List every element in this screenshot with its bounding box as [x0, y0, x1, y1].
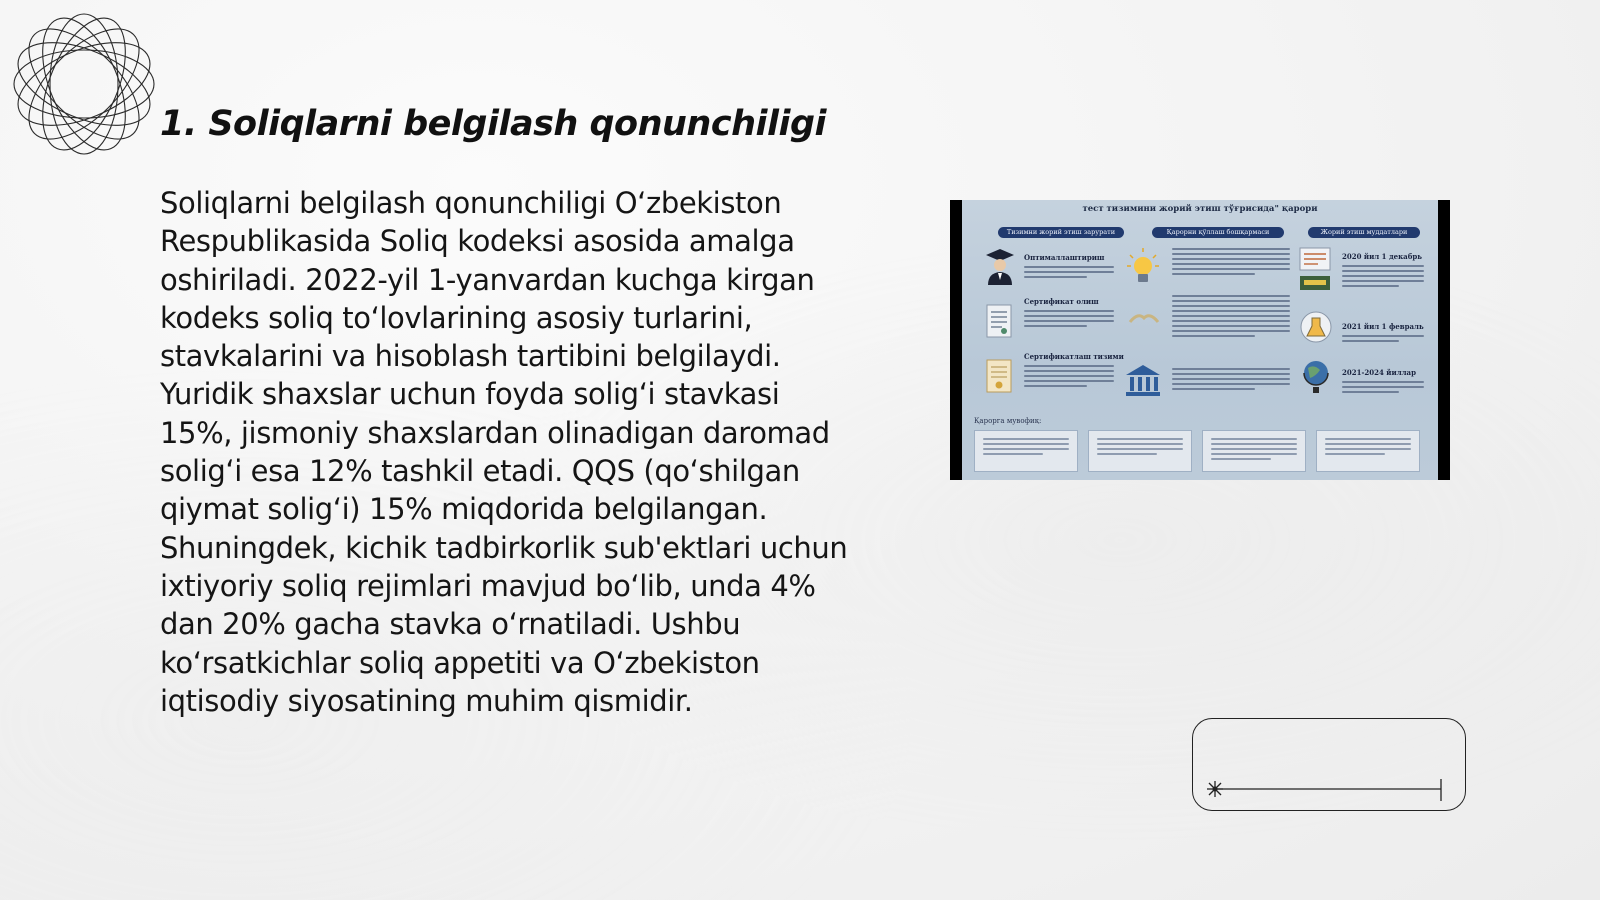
infographic-image	[950, 200, 1450, 480]
infographic-heading: тест тизимини жорий этиш тўғрисида" қарори	[1082, 204, 1318, 214]
sparkle-line-icon	[1193, 719, 1465, 810]
infographic-item-text	[1024, 365, 1114, 390]
infographic-item-text	[1342, 335, 1424, 345]
infographic-item-text	[1172, 248, 1290, 278]
graduate-icon	[984, 247, 1016, 285]
decorative-note-box	[1192, 718, 1466, 811]
document-icon	[984, 303, 1014, 339]
infographic-footer-box	[1316, 430, 1420, 472]
spirograph-ornament-icon	[10, 10, 158, 158]
infographic-item-title: 2021-2024 йиллар	[1342, 368, 1416, 377]
infographic-item-text	[1024, 310, 1114, 330]
slide-title: 1. Soliqlarni belgilash qonunchiligi	[160, 104, 827, 144]
infographic-item-text	[1024, 266, 1114, 281]
handshake-icon	[1128, 308, 1160, 332]
infographic-footer-box	[1202, 430, 1306, 472]
infographic-column-header: Тизимни жорий этиш зарурати	[998, 227, 1124, 238]
infographic-panel	[962, 200, 1438, 480]
infographic-item-text	[1172, 295, 1290, 340]
infographic-item-text	[1342, 265, 1424, 290]
infographic-footer-box	[974, 430, 1078, 472]
infographic-item-text	[1342, 381, 1424, 396]
infographic-footer-title: Қарорга мувофиқ:	[974, 417, 1042, 425]
infographic-item-title: Сертификатлаш тизими	[1024, 352, 1124, 361]
infographic-column-header: Жорий этиш муддатлари	[1308, 227, 1420, 238]
infographic-item-text	[1172, 368, 1290, 393]
bank-icon	[1124, 363, 1162, 399]
infographic-item-title: Сертификат олиш	[1024, 297, 1099, 306]
certificate-icon	[984, 358, 1014, 394]
flask-icon	[1300, 311, 1332, 343]
slide-body-text: Soliqlarni belgilash qonunchiligi O‘zbekiston Respublikasida Soliq kodeksi asosida amalga oshiriladi. 2022-yil 1-yanvardan kuchga kirgan kodeks soliq to‘lovlarining asosiy turlarini, stavkalarini va hisoblash tartibini belgilaydi. Yuridik shaxslar uchun foyda solig‘i stavkasi 15%, jismoniy shaxslardan olinadigan daromad solig‘i esa 12% tashkil etadi. QQS (qo‘shilgan qiymat solig‘i) 15% miqdorida belgilangan. Shuningdek, kichik tadbirkorlik sub'ektlari uchun ixtiyoriy soliq rejimlari mavjud bo‘lib, unda 4% dan 20% gacha stavka o‘rnatiladi. Ushbu ko‘rsatkichlar soliq appetiti va O‘zbekiston iqtisodiy siyosatining muhim qismidir.	[160, 186, 848, 718]
infographic-item-title: 2021 йил 1 февраль	[1342, 322, 1424, 331]
infographic-footer-box	[1088, 430, 1192, 472]
infographic-column-header: Қарорни қўллаш бошқармаси	[1152, 227, 1284, 238]
infographic-item-title: 2020 йил 1 декабрь	[1342, 252, 1423, 261]
books-icon	[1298, 246, 1332, 292]
globe-icon	[1300, 358, 1332, 396]
lightbulb-icon	[1126, 247, 1160, 285]
infographic-item-title: Оптималлаштириш	[1024, 253, 1105, 262]
